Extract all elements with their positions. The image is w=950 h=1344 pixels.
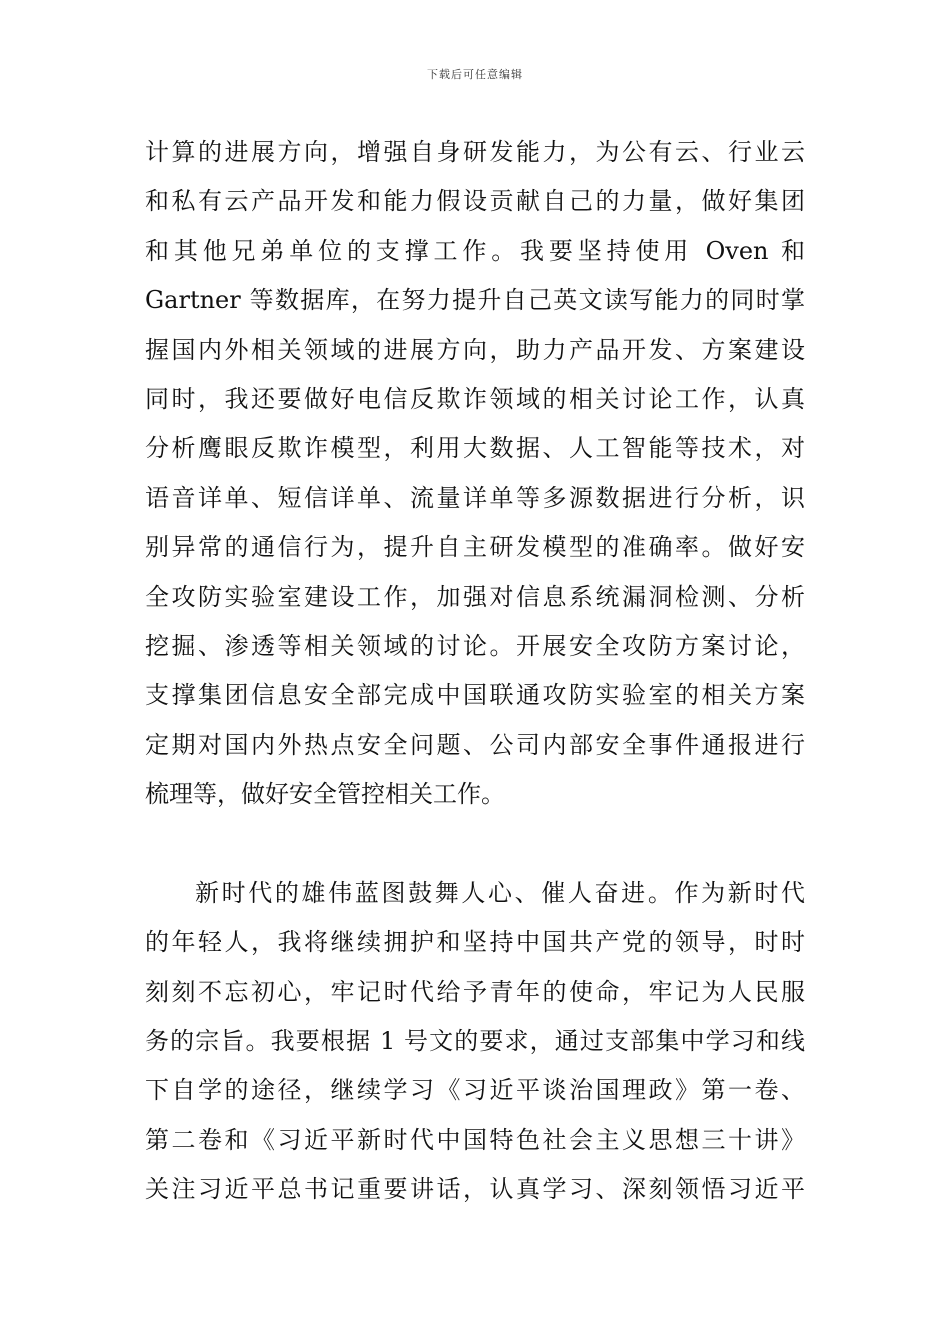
text-line: 握国内外相关领域的进展方向，助力产品开发、方案建设 <box>145 335 805 364</box>
text-line: 支撑集团信息安全部完成中国联通攻防实验室的相关方案 <box>145 681 805 710</box>
text-line: 第二卷和《习近平新时代中国特色社会主义思想三十讲》 <box>145 1125 805 1154</box>
text-line: 挖掘、渗透等相关领域的讨论。开展安全攻防方案讨论， <box>145 631 805 660</box>
document-body <box>145 128 805 1215</box>
text-line: 下自学的途径，继续学习《习近平谈治国理政》第一卷、 <box>145 1076 805 1105</box>
text-line: 别异常的通信行为，提升自主研发模型的准确率。做好安 <box>145 533 805 562</box>
text-line: 务的宗旨。我要根据 1 号文的要求，通过支部集中学习和线 <box>145 1027 805 1056</box>
text-line: 和其他兄弟单位的支撑工作。我要坚持使用 Oven 和 <box>145 236 805 265</box>
text-line: 全攻防实验室建设工作，加强对信息系统漏洞检测、分析 <box>145 582 805 611</box>
text-line: 新时代的雄伟蓝图鼓舞人心、催人奋进。作为新时代 <box>195 878 805 907</box>
text-line: 的年轻人，我将继续拥护和坚持中国共产党的领导，时时 <box>145 928 805 957</box>
text-line: 分析鹰眼反欺诈模型，利用大数据、人工智能等技术，对 <box>145 434 805 463</box>
text-line: 梳理等，做好安全管控相关工作。 <box>145 780 505 809</box>
text-line: 语音详单、短信详单、流量详单等多源数据进行分析，识 <box>145 483 805 512</box>
paragraph-1 <box>145 128 805 819</box>
text-line: 和私有云产品开发和能力假设贡献自己的力量，做好集团 <box>145 187 805 216</box>
text-line: 同时，我还要做好电信反欺诈领域的相关讨论工作，认真 <box>145 384 805 413</box>
page-header: 下载后可任意编辑 <box>427 68 523 81</box>
text-line: 计算的进展方向，增强自身研发能力，为公有云、行业云 <box>145 138 805 166</box>
text-line: 关注习近平总书记重要讲话，认真学习、深刻领悟习近平 <box>145 1175 805 1204</box>
paragraph-2 <box>145 869 805 1215</box>
paragraph-gap <box>145 819 805 868</box>
text-line: 定期对国内外热点安全问题、公司内部安全事件通报进行 <box>145 730 805 759</box>
text-line: 刻刻不忘初心，牢记时代给予青年的使命，牢记为人民服 <box>145 977 805 1006</box>
text-line: Gartner 等数据库，在努力提升自己英文读写能力的同时掌 <box>145 286 805 315</box>
